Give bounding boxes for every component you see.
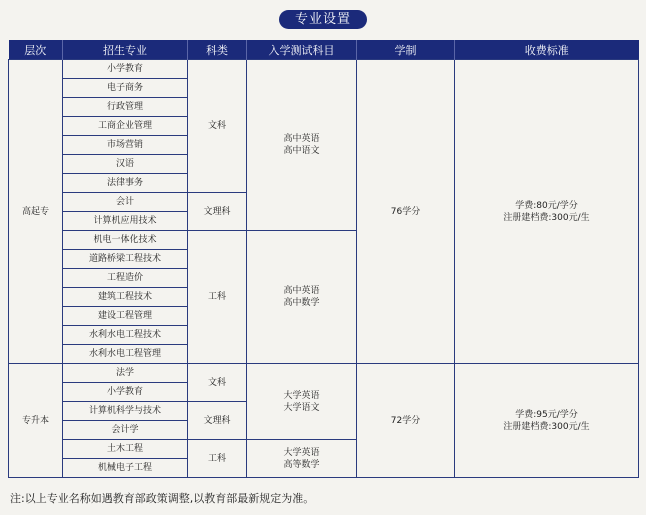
major-cell: 会计学 bbox=[63, 421, 188, 440]
major-cell: 工程造价 bbox=[63, 269, 188, 288]
fee-line: 学费:95元/学分 bbox=[515, 409, 578, 420]
header-subjects: 入学测试科目 bbox=[247, 40, 357, 60]
category-cell: 工科 bbox=[188, 440, 247, 478]
level-cell-zhuanshengben: 专升本 bbox=[9, 364, 63, 478]
category-cell: 文科 bbox=[188, 364, 247, 402]
subjects-cell bbox=[247, 60, 357, 231]
table-row bbox=[9, 364, 639, 383]
subject-line: 大学英语 bbox=[283, 390, 320, 401]
header-fees: 收费标准 bbox=[455, 40, 639, 60]
subject-line: 高等数学 bbox=[283, 459, 320, 470]
major-cell: 机电一体化技术 bbox=[63, 231, 188, 250]
subject-line: 大学语文 bbox=[283, 402, 320, 413]
major-cell: 电子商务 bbox=[63, 79, 188, 98]
major-cell: 计算机应用技术 bbox=[63, 212, 188, 231]
major-cell: 会计 bbox=[63, 193, 188, 212]
fee-line: 注册建档费:300元/生 bbox=[503, 212, 590, 223]
major-cell: 水利水电工程技术 bbox=[63, 326, 188, 345]
major-cell: 土木工程 bbox=[63, 440, 188, 459]
category-cell: 文理科 bbox=[188, 402, 247, 440]
major-cell: 计算机科学与技术 bbox=[63, 402, 188, 421]
major-cell: 机械电子工程 bbox=[63, 459, 188, 478]
subjects-cell bbox=[247, 440, 357, 478]
footnote: 注:以上专业名称如遇教育部政策调整,以教育部最新规定为准。 bbox=[10, 492, 315, 505]
subjects-cell bbox=[247, 364, 357, 440]
major-cell: 汉语 bbox=[63, 155, 188, 174]
table-header-row bbox=[9, 40, 639, 60]
page-title: 专业设置 bbox=[279, 10, 367, 29]
title-wrap bbox=[0, 8, 646, 29]
subject-line: 高中英语 bbox=[283, 134, 320, 144]
subject-line: 大学英语 bbox=[283, 447, 320, 458]
header-category: 科类 bbox=[188, 40, 247, 60]
major-cell: 建筑工程技术 bbox=[63, 288, 188, 307]
duration-cell: 72学分 bbox=[357, 364, 455, 478]
duration-cell: 76学分 bbox=[357, 60, 455, 364]
major-cell: 小学教育 bbox=[63, 60, 188, 79]
major-cell: 行政管理 bbox=[63, 98, 188, 117]
level-cell-gaoqizhuan: 高起专 bbox=[9, 60, 63, 364]
subject-line: 高中英语 bbox=[283, 286, 320, 296]
major-cell: 法律事务 bbox=[63, 174, 188, 193]
major-cell: 水利水电工程管理 bbox=[63, 345, 188, 364]
major-cell: 小学教育 bbox=[63, 383, 188, 402]
header-duration: 学制 bbox=[357, 40, 455, 60]
major-cell: 建设工程管理 bbox=[63, 307, 188, 326]
subject-line: 高中数学 bbox=[283, 298, 320, 308]
header-major: 招生专业 bbox=[63, 40, 188, 60]
major-cell: 市场营销 bbox=[63, 136, 188, 155]
subjects-cell bbox=[247, 231, 357, 364]
table-row bbox=[9, 60, 639, 79]
fee-line: 学费:80元/学分 bbox=[515, 200, 578, 211]
majors-table bbox=[8, 40, 639, 478]
header-level: 层次 bbox=[9, 40, 63, 60]
major-cell: 法学 bbox=[63, 364, 188, 383]
fees-cell bbox=[455, 60, 639, 364]
major-cell: 道路桥梁工程技术 bbox=[63, 250, 188, 269]
major-cell: 工商企业管理 bbox=[63, 117, 188, 136]
fee-line: 注册建档费:300元/生 bbox=[503, 421, 590, 432]
fees-cell bbox=[455, 364, 639, 478]
subject-line: 高中语文 bbox=[283, 146, 320, 156]
category-cell: 工科 bbox=[188, 231, 247, 364]
category-cell: 文理科 bbox=[188, 193, 247, 231]
category-cell: 文科 bbox=[188, 60, 247, 193]
